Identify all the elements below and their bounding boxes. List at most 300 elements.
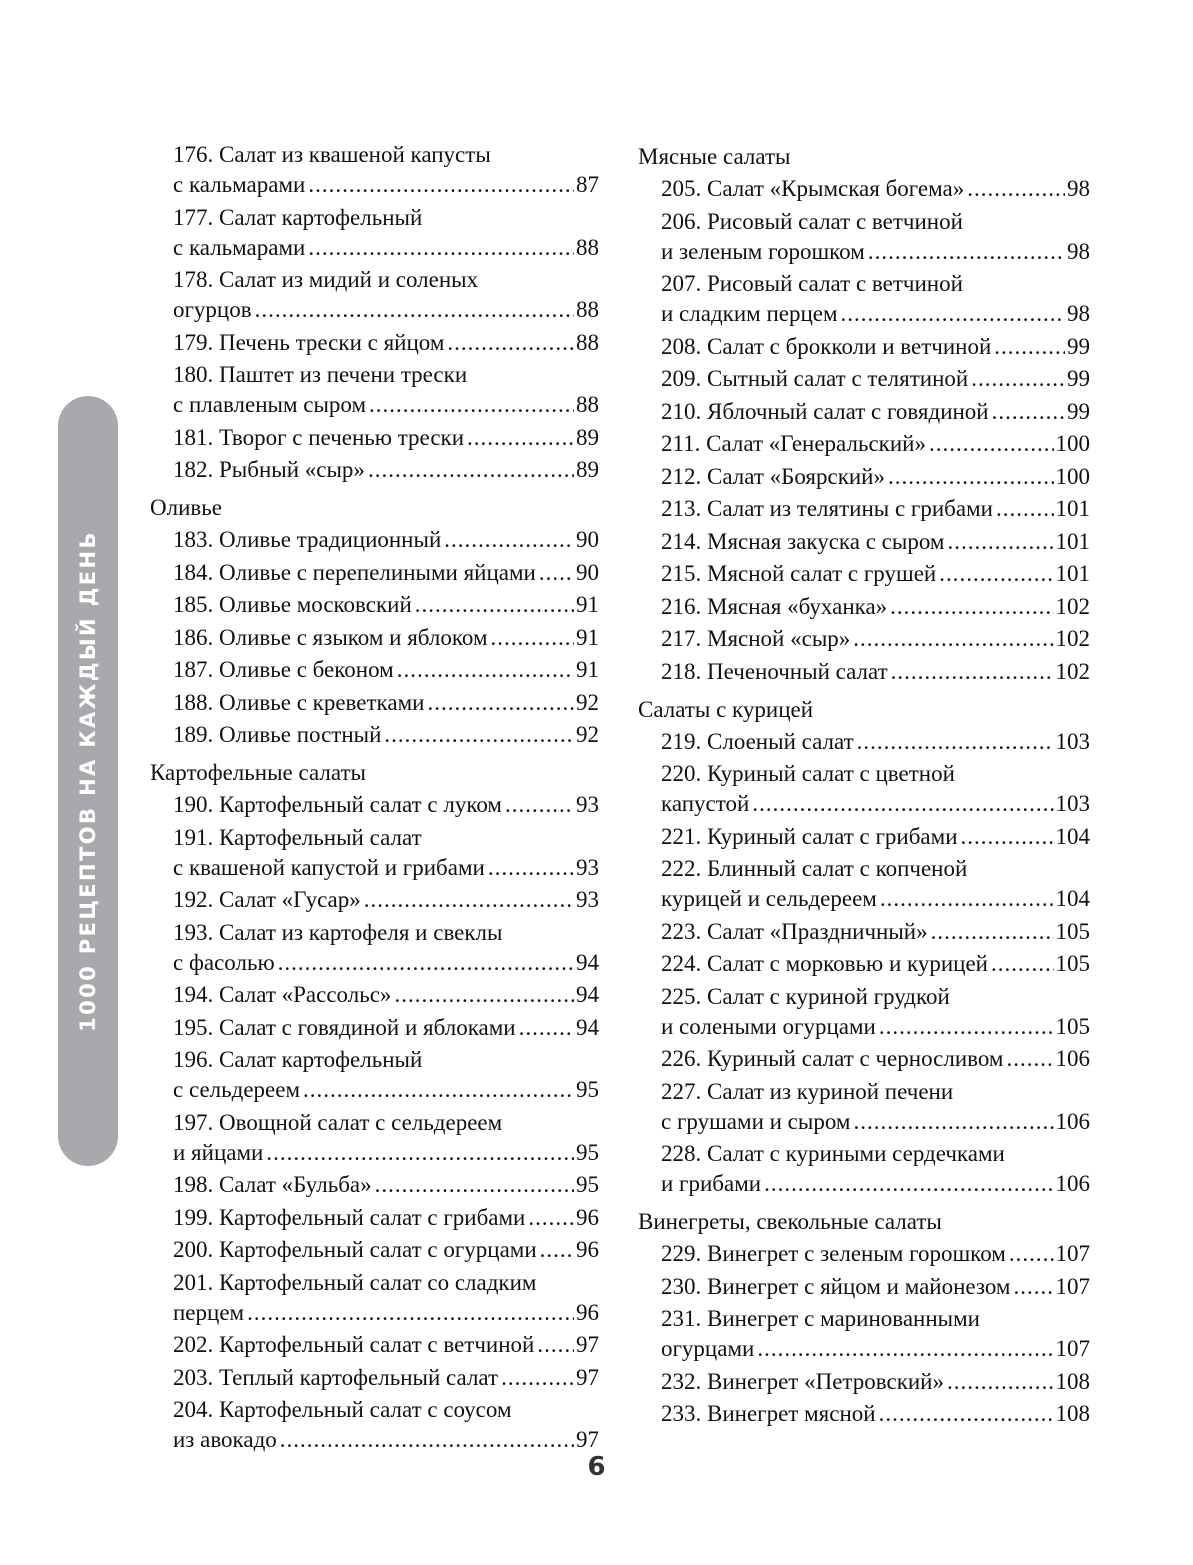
dot-leader [488,853,574,883]
dot-leader [764,1169,1053,1199]
toc-entry-title: 188. Оливье с креветками [173,689,425,715]
toc-entry-last-line [173,623,599,653]
toc-entry-title-line: 231. Винегрет с маринованными [661,1306,980,1331]
toc-entry-title-line: 222. Блинный салат с копченой [661,856,968,881]
toc-entry-page: 92 [576,689,599,715]
dot-leader [397,655,574,685]
toc-entry[interactable] [638,982,1090,1042]
toc-entry-page: 88 [576,297,599,322]
toc-entry-page: 104 [1055,823,1090,849]
toc-entry[interactable] [638,727,1090,757]
toc-entry-page: 96 [576,1237,599,1262]
toc-entry-last-line [173,1170,599,1200]
toc-entry-title: и солеными огурцами [661,1013,876,1039]
toc-entry-last-line [661,657,1090,687]
page-number: 6 [587,1452,606,1482]
toc-entry-title: 219. Слоеный салат [661,728,854,754]
toc-entry-title: 179. Печень трески с яйцом [173,329,445,355]
dot-leader [947,1367,1054,1397]
toc-entry-last-line [173,1013,599,1043]
toc-entry-last-line [661,364,1090,394]
toc-entry-page: 88 [576,392,599,417]
toc-entry-page: 95 [576,1077,599,1102]
dot-leader [427,688,574,718]
toc-entry-last-line [661,494,1090,524]
section-title: Мясные салаты [638,144,791,169]
toc-entry[interactable] [150,1170,599,1200]
toc-entry-title: с плавленым сыром [173,392,367,417]
toc-entry-title: огурцами [661,1336,755,1361]
toc-entry[interactable] [638,1304,1090,1364]
dot-leader [537,1330,574,1360]
toc-entry[interactable] [638,559,1090,589]
toc-entry-title-line: 228. Салат с куриными сердечками [661,1141,1005,1166]
toc-entry[interactable] [638,462,1090,492]
toc-entry[interactable] [638,1272,1090,1302]
toc-entry-page: 98 [1067,301,1090,326]
toc-entry-title: и грибами [661,1171,762,1196]
toc-entry-title: с грушами и сыром [661,1108,851,1134]
toc-entry[interactable] [150,140,599,200]
dot-leader [501,1363,574,1393]
toc-entry-page: 99 [1067,333,1090,359]
toc-entry[interactable] [638,854,1090,914]
toc-entry-last-line [661,174,1090,204]
dot-leader [1013,1272,1053,1302]
toc-entry-last-line [661,1272,1090,1302]
toc-entry-last-line [173,1330,599,1360]
toc-entry-title: 194. Салат «Рассольс» [173,982,392,1007]
toc-entry-last-line [661,397,1090,427]
toc-entry-title: 208. Салат с брокколи и ветчиной [661,333,992,359]
toc-entry-title: 217. Мясной «сыр» [661,626,851,651]
toc-entry-last-line [173,720,599,750]
toc-entry-page: 98 [1067,238,1090,264]
toc-entry-title: 195. Салат с говядиной и яблоками [173,1014,516,1040]
section-title: Оливье [150,495,222,520]
toc-entry-title: 216. Мясная «буханка» [661,593,888,619]
toc-entry-last-line [661,884,1090,914]
toc-entry-title-line: 178. Салат из мидий и соленых [173,267,479,292]
toc-entry-page: 96 [576,1204,599,1230]
toc-entry-title: 192. Салат «Гусар» [173,887,361,912]
toc-entry-last-line [173,170,599,200]
dot-leader [368,455,574,485]
dot-leader [375,1170,574,1200]
dot-leader [947,527,1053,557]
toc-entry-page: 91 [576,624,599,650]
toc-entry-page: 88 [576,329,599,355]
dot-leader [247,1298,574,1328]
toc-entry-page: 108 [1055,1401,1090,1426]
toc-entry[interactable] [638,917,1090,947]
toc-entry-title: с сельдереем [173,1077,301,1102]
toc-entry-title: из авокадо [173,1427,277,1452]
toc-entry[interactable] [150,823,599,883]
toc-entry[interactable] [150,655,599,685]
toc-entry-page: 90 [576,559,599,585]
toc-entry-title: курицей и сельдереем [661,886,877,911]
toc-entry[interactable] [150,423,599,453]
dot-leader [971,364,1065,394]
dot-leader [394,980,574,1010]
toc-entry-title: 183. Оливье традиционный [173,527,442,552]
section-title: Картофельные салаты [150,760,366,785]
toc-entry-last-line [173,423,599,453]
dot-leader [519,1013,574,1043]
toc-entry[interactable] [150,1108,599,1168]
toc-entry-page: 108 [1055,1368,1090,1394]
toc-entry-last-line [173,1298,599,1328]
toc-entry-title: с кальмарами [173,172,306,197]
toc-entry[interactable] [638,592,1090,622]
toc-entry-title: 187. Оливье с беконом [173,657,394,682]
toc-entry[interactable] [638,429,1090,459]
toc-entry[interactable] [638,269,1090,329]
toc-entry-last-line [661,592,1090,622]
toc-entry-title: 230. Винегрет с яйцом и майонезом [661,1273,1011,1299]
toc-entry[interactable] [638,822,1090,852]
toc-entry[interactable] [150,1268,599,1328]
toc-entry-page: 107 [1055,1273,1090,1299]
toc-entry[interactable] [150,1235,599,1265]
toc-entry-last-line [661,917,1090,947]
dot-leader [364,885,574,915]
toc-entry-title-line: 177. Салат картофельный [173,204,423,230]
toc-entry[interactable] [638,332,1090,362]
toc-entry[interactable] [150,360,599,420]
toc-entry-title: с кальмарами [173,234,306,260]
toc-entry-last-line [661,1399,1090,1429]
toc-entry-page: 102 [1055,658,1090,684]
toc-entry-page: 90 [576,527,599,552]
toc-entry-page: 87 [576,172,599,197]
toc-entry-last-line [173,790,599,820]
toc-entry-page: 93 [576,792,599,817]
toc-entry-title: 229. Винегрет с зеленым горошком [661,1241,1006,1266]
dot-leader [278,948,574,978]
toc-entry-last-line [173,688,599,718]
toc-entry-title: 213. Салат из телятины с грибами [661,496,993,521]
toc-entry-page: 93 [576,887,599,912]
toc-entry-last-line [661,789,1090,819]
toc-entry[interactable] [638,1139,1090,1199]
toc-entry[interactable] [150,1045,599,1105]
toc-entry-last-line [173,558,599,588]
toc-entry-title-line: 176. Салат из квашеной капусты [173,142,491,167]
dot-leader [880,884,1054,914]
toc-entry-page: 103 [1055,728,1090,754]
toc-entry-title: 200. Картофельный салат с огурцами [173,1237,537,1262]
toc-entry-title: 205. Салат «Крымская богема» [661,176,965,201]
toc-entry-title-line: 180. Паштет из печени трески [173,362,468,387]
toc-entry-title: 221. Куриный салат с грибами [661,823,958,849]
toc-entry-page: 105 [1055,918,1090,944]
dot-leader [996,494,1054,524]
toc-entry-page: 100 [1055,463,1090,489]
toc-entry-last-line [173,980,599,1010]
toc-entry-page: 101 [1055,561,1090,586]
toc-entry-page: 106 [1055,1046,1090,1071]
toc-entry[interactable] [638,759,1090,819]
toc-entry-last-line [173,1425,599,1455]
toc-entry[interactable] [150,1395,599,1455]
dot-leader [891,657,1054,687]
toc-entry-page: 102 [1055,593,1090,619]
toc-entry-page: 94 [576,1014,599,1040]
dot-leader [308,170,574,200]
toc-entry-page: 94 [576,949,599,975]
toc-entry[interactable] [150,918,599,978]
dot-leader [994,332,1065,362]
toc-entry[interactable] [150,980,599,1010]
dot-leader [415,590,574,620]
dot-leader [266,1138,574,1168]
dot-leader [255,295,574,325]
toc-entry-last-line [173,853,599,883]
dot-leader [1009,1239,1054,1269]
toc-entry-last-line [173,1075,599,1105]
toc-entry[interactable] [638,527,1090,557]
toc-left-column [150,140,599,1455]
dot-leader [369,390,574,420]
toc-entry-last-line [661,237,1090,267]
toc-entry-title: 211. Салат «Генеральский» [661,431,926,456]
dot-leader [853,624,1053,654]
dot-leader [967,174,1065,204]
toc-entry-page: 103 [1055,791,1090,816]
toc-entry-title: 202. Картофельный салат с ветчиной [173,1332,535,1357]
toc-entry-page: 105 [1055,951,1090,976]
toc-entry-last-line [173,655,599,685]
toc-entry-title: перцем [173,1299,245,1325]
toc-entry[interactable] [638,207,1090,267]
toc-entry-page: 101 [1055,528,1090,554]
toc-entry-title: и зеленым горошком [661,238,865,264]
dot-leader [447,328,574,358]
toc-entry-page: 105 [1055,1013,1090,1039]
toc-entry-page: 107 [1055,1336,1090,1361]
toc-entry-last-line [173,885,599,915]
toc-entry-last-line [661,1107,1090,1137]
toc-entry-page: 96 [576,1299,599,1325]
toc-entry[interactable] [638,1367,1090,1397]
toc-entry-page: 88 [576,234,599,260]
toc-entry-page: 97 [576,1332,599,1357]
toc-entry-title-line: 193. Салат из картофеля и свеклы [173,919,503,945]
toc-entry-page: 102 [1055,626,1090,651]
toc-entry-page: 106 [1055,1108,1090,1134]
toc-entry-title: огурцов [173,297,252,322]
toc-entry-last-line [173,1363,599,1393]
toc-entry-page: 99 [1067,366,1090,391]
dot-leader [1006,1044,1053,1074]
toc-entry-last-line [173,233,599,263]
dot-leader [539,558,574,588]
toc-entry-last-line [173,1235,599,1265]
toc-entry-title: 189. Оливье постный [173,722,382,747]
toc-entry[interactable] [150,328,599,358]
toc-entry[interactable] [150,590,599,620]
dot-leader [888,462,1054,492]
toc-entry[interactable] [150,790,599,820]
dot-leader [528,1203,574,1233]
toc-entry-title: 186. Оливье с языком и яблоком [173,624,488,650]
toc-entry-page: 107 [1055,1241,1090,1266]
toc-entry-title-line: 206. Рисовый салат с ветчиной [661,208,963,234]
toc-entry[interactable] [638,397,1090,427]
toc-entry-title: 215. Мясной салат с грушей [661,561,937,586]
toc-entry-last-line [661,822,1090,852]
toc-entry[interactable] [638,1077,1090,1137]
toc-entry-title: 226. Куриный салат с черносливом [661,1046,1004,1071]
section-title: Винегреты, свекольные салаты [638,1209,942,1234]
toc-entry[interactable] [150,1330,599,1360]
toc-entry-last-line [661,429,1090,459]
toc-entry-title: и сладким перцем [661,301,838,326]
dot-leader [303,1075,574,1105]
dot-leader [992,397,1065,427]
toc-entry-title: 181. Творог с печенью трески [173,424,465,450]
toc-entry-title: 214. Мясная закуска с сыром [661,528,945,554]
toc-entry-last-line [173,590,599,620]
toc-entry-page: 100 [1055,431,1090,456]
toc-entry-last-line [173,1203,599,1233]
toc-entry-title-line: 201. Картофельный салат со сладким [173,1269,537,1295]
toc-entry-last-line [661,1334,1090,1364]
toc-entry-page: 97 [576,1364,599,1390]
dot-leader [505,790,574,820]
toc-entry[interactable] [150,623,599,653]
toc-entry-title-line: 220. Куриный салат с цветной [661,761,955,786]
dot-leader [961,822,1054,852]
dot-leader [931,917,1054,947]
toc-entry-last-line [661,1367,1090,1397]
toc-entry-title: с квашеной капустой и грибами [173,854,485,880]
toc-entry[interactable] [638,949,1090,979]
toc-entry[interactable] [150,455,599,485]
toc-entry-page: 89 [576,457,599,482]
toc-entry[interactable] [638,624,1090,654]
toc-entry[interactable] [150,265,599,325]
toc-entry-last-line [661,624,1090,654]
dot-leader [308,233,574,263]
toc-entry-page: 98 [1067,176,1090,201]
toc-entry-title: с фасолью [173,949,275,975]
toc-entry-last-line [661,1012,1090,1042]
side-tab-text: 1000 РЕЦЕПТОВ НА КАЖДЫЙ ДЕНЬ [76,530,100,1032]
toc-entry-title: 184. Оливье с перепелиными яйцами [173,559,536,585]
toc-entry-last-line [661,727,1090,757]
toc-entry[interactable] [638,364,1090,394]
dot-leader [444,525,574,555]
dot-leader [757,1334,1053,1364]
toc-entry-last-line [173,328,599,358]
toc-entry[interactable] [150,525,599,555]
toc-entry-page: 101 [1055,496,1090,521]
dot-leader [540,1235,574,1265]
toc-entry-title: 223. Салат «Праздничный» [661,918,928,944]
toc-entry[interactable] [150,1013,599,1043]
dot-leader [857,727,1054,757]
dot-leader [853,1107,1053,1137]
toc-entry-last-line [661,462,1090,492]
toc-entry-title: 198. Салат «Бульба» [173,1172,372,1197]
section-title: Салаты с курицей [638,696,814,722]
toc-entry[interactable] [150,688,599,718]
toc-entry-title: 185. Оливье московский [173,592,412,617]
toc-entry-page: 89 [576,424,599,450]
toc-entry[interactable] [638,494,1090,524]
toc-entry-last-line [173,455,599,485]
dot-leader [939,559,1053,589]
toc-entry-page: 91 [576,592,599,617]
dot-leader [879,1012,1054,1042]
toc-entry[interactable] [638,657,1090,687]
toc-entry-page: 104 [1055,886,1090,911]
toc-entry[interactable] [638,1399,1090,1429]
toc-entry[interactable] [638,1044,1090,1074]
toc-entry-title: капустой [661,791,750,816]
toc-entry-title: 190. Картофельный салат с луком [173,792,502,817]
toc-entry[interactable] [638,174,1090,204]
toc-entry[interactable] [150,1203,599,1233]
toc-entry-page: 95 [576,1172,599,1197]
dot-leader [879,1399,1054,1429]
dot-leader [868,237,1065,267]
dot-leader [280,1425,574,1455]
toc-entry-title-line: 204. Картофельный салат с соусом [173,1397,512,1422]
toc-entry-last-line [173,525,599,555]
dot-leader [991,949,1054,979]
toc-entry[interactable] [150,1363,599,1393]
toc-entry-title: и яйцами [173,1139,264,1165]
toc-entry-title: 210. Яблочный салат с говядиной [661,398,989,424]
toc-entry-page: 106 [1055,1171,1090,1196]
dot-leader [890,592,1053,622]
toc-entry-title: 224. Салат с морковью и курицей [661,951,988,976]
dot-leader [841,299,1065,329]
toc-entry[interactable] [638,1239,1090,1269]
dot-leader [491,623,574,653]
toc-entry[interactable] [150,885,599,915]
toc-entry-last-line [661,1239,1090,1269]
toc-entry-last-line [661,332,1090,362]
dot-leader [929,429,1054,459]
dot-leader [384,720,574,750]
toc-entry-last-line [173,390,599,420]
toc-entry-last-line [661,527,1090,557]
toc-entry[interactable] [150,720,599,750]
toc-entry-last-line [661,299,1090,329]
toc-entry-last-line [661,949,1090,979]
toc-entry-page: 97 [576,1427,599,1452]
toc-entry-last-line [661,1169,1090,1199]
toc-entry-last-line [173,948,599,978]
toc-entry-title-line: 197. Овощной салат с сельдереем [173,1109,503,1135]
toc-entry[interactable] [150,203,599,263]
toc-entry-title-line: 225. Салат с куриной грудкой [661,983,950,1009]
toc-entry-page: 92 [576,722,599,747]
toc-right-column [638,140,1090,1429]
toc-entry-page: 99 [1067,398,1090,424]
side-tab [58,396,118,1166]
toc-entry-last-line [173,295,599,325]
toc-entry[interactable] [150,558,599,588]
toc-entry-title: 209. Сытный салат с телятиной [661,366,969,391]
toc-entry-last-line [173,1138,599,1168]
toc-entry-page: 91 [576,657,599,682]
